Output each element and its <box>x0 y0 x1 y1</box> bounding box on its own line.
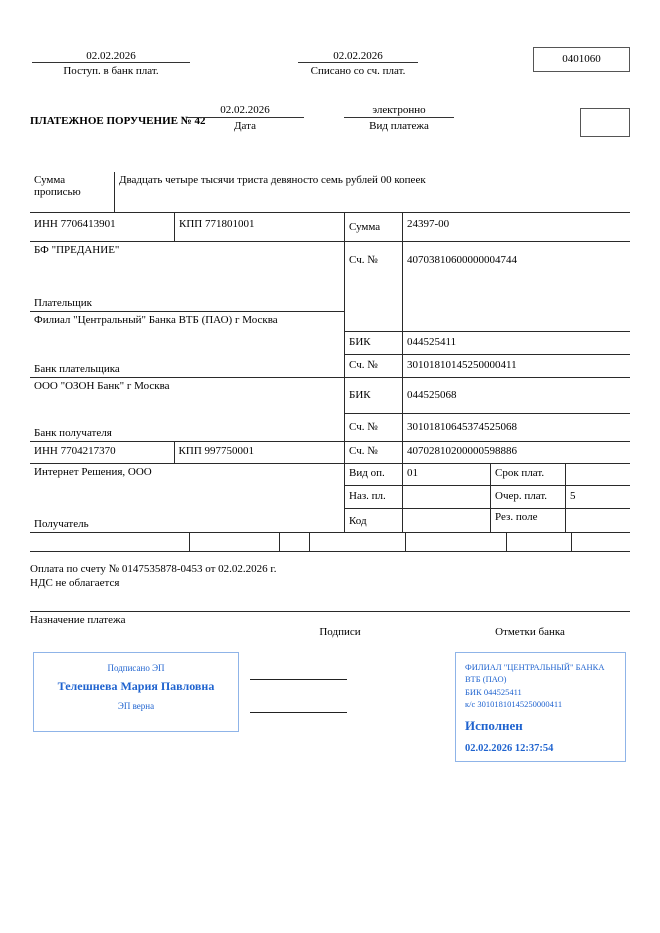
bank-stamp-line1: ФИЛИАЛ "ЦЕНТРАЛЬНЫЙ" БАНКА <box>465 662 605 672</box>
bank-stamp-datetime: 02.02.2026 12:37:54 <box>465 743 554 755</box>
purpose-text <box>30 562 590 591</box>
purpose-code-value <box>403 486 491 508</box>
payee-cell <box>30 464 344 532</box>
payer-cell <box>30 242 344 312</box>
payer-bank-bik-label: БИК <box>345 332 403 354</box>
bank-stamp-status: Исполнен <box>465 718 523 734</box>
amount-in-words-label: Сумма прописью <box>30 172 115 212</box>
payer-account-value: 40703810600000004744 <box>407 254 517 266</box>
payee-name: Интернет Решения, ООО <box>34 466 152 479</box>
strip-cell <box>310 533 406 551</box>
payer-label: Плательщик <box>34 296 92 309</box>
purpose-code-row <box>345 486 630 509</box>
payment-kind-block <box>344 104 454 132</box>
sum-value: 24397-00 <box>407 218 450 230</box>
strip-cell <box>190 533 280 551</box>
left-column <box>30 242 345 532</box>
bank-marks-label: Отметки банка <box>495 626 565 638</box>
payee-account-row <box>345 442 630 464</box>
reserve-value <box>566 509 630 532</box>
strip-cell <box>507 533 572 551</box>
bank-stamp-line3: БИК 044525411 <box>465 686 522 697</box>
payer-name: БФ "ПРЕДАНИЕ" <box>34 244 120 256</box>
priority-value: 5 <box>570 490 576 503</box>
op-kind-value: 01 <box>403 464 491 485</box>
code-value <box>403 509 491 532</box>
payer-bank-name: Филиал "Центральный" Банка ВТБ (ПАО) г Москва <box>34 313 278 326</box>
payee-label: Получатель <box>34 518 89 531</box>
payee-bank-label: Банк получателя <box>34 427 112 440</box>
date-value: 02.02.2026 <box>186 104 304 118</box>
debited-date-value: 02.02.2026 <box>298 50 418 63</box>
purpose-label: Назначение платежа <box>30 614 126 626</box>
pay-term-value <box>566 464 630 485</box>
priority-label: Очер. плат. <box>491 486 566 508</box>
payer-inn-row <box>30 213 630 242</box>
requisites-block <box>30 242 630 533</box>
esign-stamp-name: Телешнева Мария Павловна <box>57 679 215 693</box>
form-code-box: 0401060 <box>533 47 630 72</box>
payer-kpp: КПП 771801001 <box>175 213 345 241</box>
payer-account-row <box>345 242 630 332</box>
payment-table <box>30 172 630 552</box>
purpose-divider <box>30 611 630 626</box>
bank-stamp <box>455 652 626 762</box>
strip-cell <box>280 533 310 551</box>
payee-bank-account-label: Сч. № <box>345 414 403 441</box>
payee-inn: ИНН 7704217370 <box>30 442 175 463</box>
strip-cell <box>406 533 507 551</box>
date-block <box>186 104 304 132</box>
right-column <box>345 242 630 532</box>
payer-bank-bik-value: 044525411 <box>407 335 457 348</box>
strip-cell <box>30 533 190 551</box>
payment-kind-label: Вид платежа <box>369 120 429 132</box>
signatures-label: Подписи <box>319 626 361 638</box>
payer-inn: ИНН 7706413901 <box>30 213 175 241</box>
payee-bank-name: ООО "ОЗОН Банк" г Москва <box>34 379 170 392</box>
extra-fields-strip <box>30 533 630 552</box>
esign-stamp-line1: Подписано ЭП <box>107 663 165 673</box>
payer-bank-label: Банк плательщика <box>34 362 120 375</box>
received-date-label: Поступ. в банк плат. <box>63 65 159 77</box>
payee-bank-bik-row <box>345 378 630 415</box>
debited-date-label: Списано со сч. плат. <box>310 65 406 77</box>
amount-in-words-value: Двадцать четыре тысячи триста девяносто семь рублей 00 копеек <box>119 174 426 186</box>
bank-stamp-line2: ВТБ (ПАО) <box>465 674 507 685</box>
payee-bank-bik-value: 044525068 <box>407 388 457 401</box>
op-kind-label: Вид оп. <box>345 464 403 485</box>
payment-kind-value: электронно <box>344 104 454 118</box>
payer-bank-account-value: 30101810145250000411 <box>407 358 517 371</box>
payer-bank-cell <box>30 312 344 378</box>
payee-bank-account-value: 30101810645374525068 <box>407 421 517 434</box>
reserve-label: Рез. поле <box>491 509 566 532</box>
payee-inn-row <box>30 442 344 464</box>
payer-bank-account-row <box>345 355 630 378</box>
document-title: ПЛАТЕЖНОЕ ПОРУЧЕНИЕ № 42 <box>30 115 206 127</box>
pay-term-label: Срок плат. <box>491 464 566 485</box>
code-label: Код <box>345 509 403 532</box>
op-kind-row <box>345 464 630 486</box>
debited-date-block <box>298 50 418 77</box>
payee-kpp: КПП 997750001 <box>178 445 255 458</box>
sum-label: Сумма <box>345 213 403 241</box>
payer-bank-bik-row <box>345 332 630 355</box>
purpose-code-label: Наз. пл. <box>345 486 403 508</box>
esign-stamp <box>33 652 239 732</box>
status-code-box <box>580 108 630 137</box>
payer-bank-account-label: Сч. № <box>345 355 403 377</box>
signature-line-1 <box>250 679 347 680</box>
purpose-line-1: Оплата по счету № 0147535878-0453 от 02.02.2026 г. <box>30 563 277 575</box>
esign-stamp-line3: ЭП верна <box>117 701 155 711</box>
bank-stamp-line4: к/с 30101810145250000411 <box>465 698 563 709</box>
strip-cell <box>572 533 630 551</box>
received-date-block <box>32 50 190 77</box>
signature-line-2 <box>250 712 347 713</box>
purpose-line-2: НДС не облагается <box>30 577 120 590</box>
date-label: Дата <box>234 120 256 132</box>
code-row <box>345 509 630 532</box>
payee-bank-account-row <box>345 414 630 442</box>
payee-account-label: Сч. № <box>345 442 403 463</box>
payee-bank-cell <box>30 378 344 443</box>
payee-bank-bik-label: БИК <box>345 378 403 414</box>
payee-account-value: 40702810200000598886 <box>407 445 517 458</box>
received-date-value: 02.02.2026 <box>32 50 190 63</box>
amount-in-words-row <box>30 172 630 213</box>
payer-account-label: Сч. № <box>345 242 403 331</box>
